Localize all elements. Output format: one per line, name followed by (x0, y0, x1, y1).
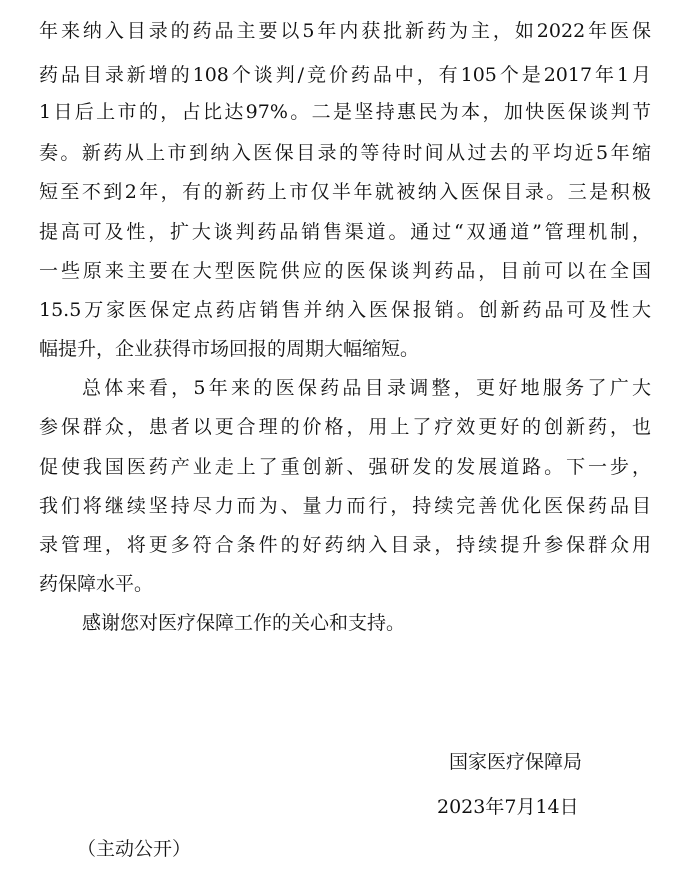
disclosure-note: （主动公开） (77, 838, 192, 860)
paragraph-1-line-3: 1日后上市的，占比达97%。二是坚持惠民为本，加快医保谈判节 (39, 101, 651, 123)
paragraph-1-line-1: 年来纳入目录的药品主要以5年内获批新药为主，如2022年医保 (39, 20, 651, 42)
paragraph-2-line-1: 总体来看，5年来的医保药品目录调整，更好地服务了广大 (82, 377, 651, 399)
paragraph-1-line-5: 短至不到2年，有的新药上市仅半年就被纳入医保目录。三是积极 (39, 181, 651, 203)
paragraph-1-line-9: 幅提升，企业获得市场回报的周期大幅缩短。 (39, 338, 420, 360)
paragraph-2-line-6: 药保障水平。 (39, 573, 154, 595)
paragraph-1-line-2: 药品目录新增的108个谈判/竞价药品中，有105个是2017年1月 (39, 64, 651, 86)
paragraph-1-line-4: 奏。新药从上市到纳入医保目录的等待时间从过去的平均近5年缩 (39, 142, 651, 164)
signature-date: 2023年7月14日 (437, 796, 579, 818)
paragraph-1-line-8: 15.5万家医保定点药店销售并纳入医保报销。创新药品可及性大 (39, 299, 651, 321)
signature-organization: 国家医疗保障局 (449, 751, 583, 773)
paragraph-2-line-3: 促使我国医药产业走上了重创新、强研发的发展道路。下一步， (39, 456, 651, 478)
paragraph-3-line-1: 感谢您对医疗保障工作的关心和支持。 (82, 612, 406, 634)
paragraph-2-line-5: 录管理，将更多符合条件的好药纳入目录，持续提升参保群众用 (39, 534, 651, 556)
paragraph-1-line-6: 提高可及性，扩大谈判药品销售渠道。通过“双通道”管理机制， (39, 221, 651, 243)
paragraph-2-line-2: 参保群众，患者以更合理的价格，用上了疗效更好的创新药，也 (39, 416, 651, 438)
paragraph-2-line-4: 我们将继续坚持尽力而为、量力而行，持续完善优化医保药品目 (39, 495, 651, 517)
paragraph-1-line-7: 一些原来主要在大型医院供应的医保谈判药品，目前可以在全国 (39, 260, 651, 282)
